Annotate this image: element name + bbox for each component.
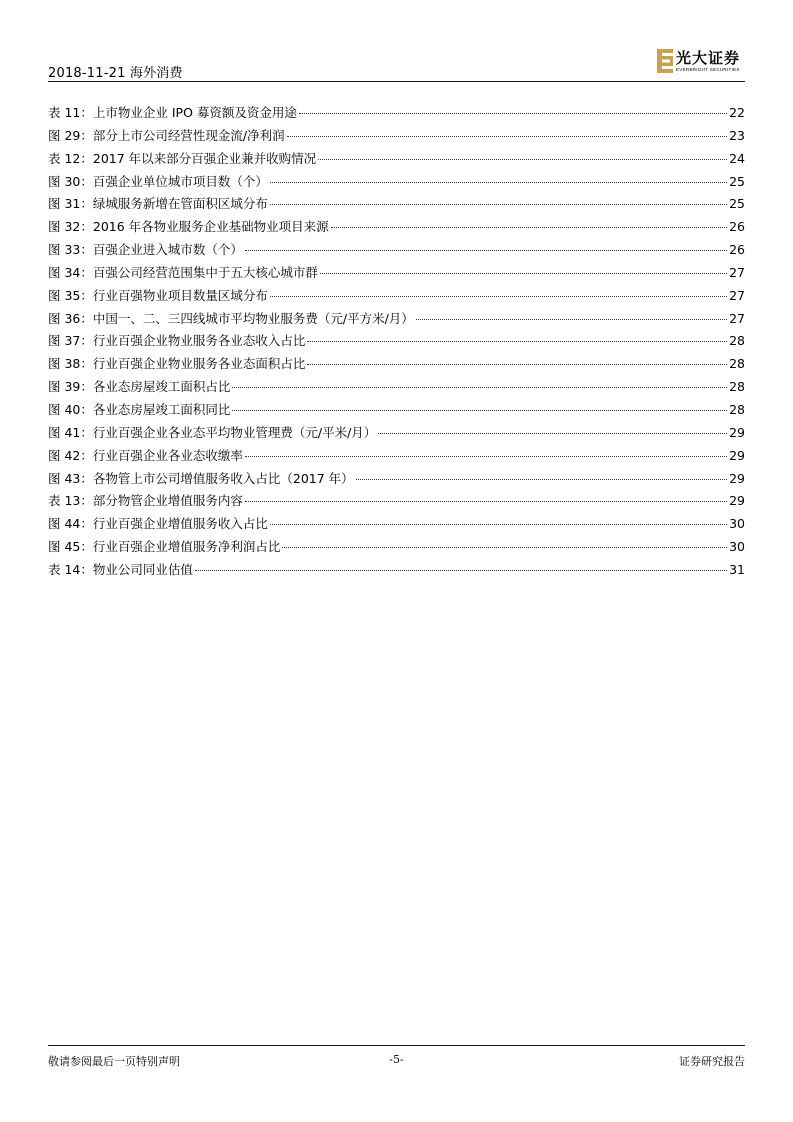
toc-entry[interactable] [48, 217, 745, 240]
toc-dot-leader [307, 363, 727, 365]
toc-entry-page: 24 [729, 150, 745, 166]
toc-entry-page: 29 [729, 470, 745, 486]
header-date-section: 2018-11-21 海外消费 [48, 66, 183, 81]
toc-dot-leader [331, 226, 727, 228]
toc-entry[interactable] [48, 469, 745, 492]
toc-entry[interactable] [48, 126, 745, 149]
toc-entry[interactable] [48, 331, 745, 354]
toc-dot-leader [245, 249, 727, 251]
toc-entry-page: 22 [729, 105, 745, 120]
toc-entry-label: 图 43：各物管上市公司增值服务收入占比（2017 年） [48, 470, 354, 486]
toc-dot-leader [245, 455, 727, 457]
header-divider [48, 81, 745, 82]
toc-entry[interactable] [48, 537, 745, 560]
toc-entry-label: 图 31：绿城服务新增在管面积区域分布 [48, 196, 268, 212]
toc-entry-page: 28 [729, 333, 745, 349]
toc-dot-leader [416, 318, 727, 320]
toc-entry[interactable] [48, 491, 745, 514]
everbright-logo-icon [657, 49, 673, 73]
toc-entry-page: 29 [729, 424, 745, 440]
toc-dot-leader [232, 386, 727, 388]
toc-entry[interactable] [48, 286, 745, 309]
toc-entry-label: 图 32：2016 年各物业服务企业基础物业项目来源 [48, 219, 329, 235]
toc-dot-leader [307, 340, 727, 342]
footer-disclaimer: 敬请参阅最后一页特别声明 [48, 1055, 180, 1068]
table-of-figures [48, 103, 745, 583]
toc-dot-leader [270, 203, 727, 205]
toc-entry-page: 27 [729, 264, 745, 280]
page-number: -5- [389, 1053, 404, 1066]
toc-entry-label: 图 42：行业百强企业各业态收缴率 [48, 447, 243, 463]
toc-entry-page: 29 [729, 493, 745, 509]
toc-entry-label: 图 45：行业百强企业增值服务净利润占比 [48, 539, 281, 555]
toc-entry-page: 27 [729, 310, 745, 326]
toc-entry-label: 图 35：行业百强物业项目数量区域分布 [48, 287, 268, 303]
toc-entry[interactable] [48, 149, 745, 172]
toc-entry-page: 23 [729, 127, 745, 143]
toc-entry-page: 25 [729, 173, 745, 189]
toc-entry-label: 图 38：行业百强企业物业服务各业态面积占比 [48, 356, 306, 372]
toc-entry-label: 图 44：行业百强企业增值服务收入占比 [48, 516, 268, 532]
toc-dot-leader [287, 135, 728, 137]
toc-dot-leader [378, 432, 727, 434]
toc-entry-label: 图 29：部分上市公司经营性现金流/净利润 [48, 127, 285, 143]
toc-entry-label: 图 30：百强企业单位城市项目数（个） [48, 173, 268, 189]
toc-entry-page: 31 [729, 561, 745, 577]
toc-entry-page: 30 [729, 539, 745, 555]
toc-entry-page: 29 [729, 447, 745, 463]
toc-dot-leader [245, 500, 727, 502]
page-header [48, 44, 745, 82]
toc-entry-page: 26 [729, 219, 745, 235]
toc-entry-label: 表 12：2017 年以来部分百强企业兼并收购情况 [48, 150, 317, 166]
toc-entry[interactable] [48, 263, 745, 286]
toc-dot-leader [270, 523, 727, 525]
toc-dot-leader [195, 569, 727, 571]
toc-dot-leader [232, 409, 727, 411]
toc-dot-leader [282, 546, 727, 548]
toc-entry-label: 图 33：百强企业进入城市数（个） [48, 242, 243, 258]
toc-entry-page: 30 [729, 516, 745, 532]
toc-entry-label: 图 40：各业态房屋竣工面积同比 [48, 401, 231, 417]
toc-dot-leader [270, 181, 727, 183]
toc-entry[interactable] [48, 400, 745, 423]
footer-report-type: 证券研究报告 [679, 1055, 745, 1068]
toc-entry-label: 图 41：行业百强企业各业态平均物业管理费（元/平米/月） [48, 424, 377, 440]
toc-entry-label: 图 37：行业百强企业物业服务各业态收入占比 [48, 333, 306, 349]
toc-entry[interactable] [48, 423, 745, 446]
toc-entry[interactable] [48, 354, 745, 377]
toc-entry[interactable] [48, 309, 745, 332]
toc-entry[interactable] [48, 194, 745, 217]
toc-dot-leader [356, 478, 727, 480]
toc-dot-leader [270, 295, 727, 297]
toc-entry-page: 25 [729, 196, 745, 212]
toc-entry[interactable] [48, 172, 745, 195]
toc-entry[interactable] [48, 446, 745, 469]
toc-entry-page: 26 [729, 242, 745, 258]
everbright-logo [657, 48, 743, 76]
toc-entry-label: 表 13：部分物管企业增值服务内容 [48, 493, 243, 509]
toc-entry[interactable] [48, 560, 745, 583]
logo-english-name: EVERBRIGHT SECURITIES [676, 67, 740, 72]
toc-entry-page: 27 [729, 287, 745, 303]
toc-entry[interactable] [48, 377, 745, 400]
logo-chinese-name: 光大证券 [676, 49, 741, 67]
toc-entry-page: 28 [729, 401, 745, 417]
toc-entry[interactable] [48, 514, 745, 537]
toc-entry-label: 表 11：上市物业企业 IPO 募资额及资金用途 [48, 105, 297, 120]
toc-entry[interactable] [48, 240, 745, 263]
footer-divider [48, 1045, 745, 1046]
toc-dot-leader [318, 158, 727, 160]
toc-entry-label: 图 39：各业态房屋竣工面积占比 [48, 379, 231, 395]
toc-entry-page: 28 [729, 356, 745, 372]
toc-dot-leader [320, 272, 727, 274]
toc-entry-page: 28 [729, 379, 745, 395]
toc-dot-leader [299, 112, 727, 114]
toc-entry-label: 表 14：物业公司同业估值 [48, 561, 193, 577]
page-footer [48, 1045, 745, 1073]
toc-entry-label: 图 36：中国一、二、三四线城市平均物业服务费（元/平方米/月） [48, 310, 414, 326]
toc-entry[interactable] [48, 103, 745, 126]
toc-entry-label: 图 34：百强公司经营范围集中于五大核心城市群 [48, 264, 318, 280]
